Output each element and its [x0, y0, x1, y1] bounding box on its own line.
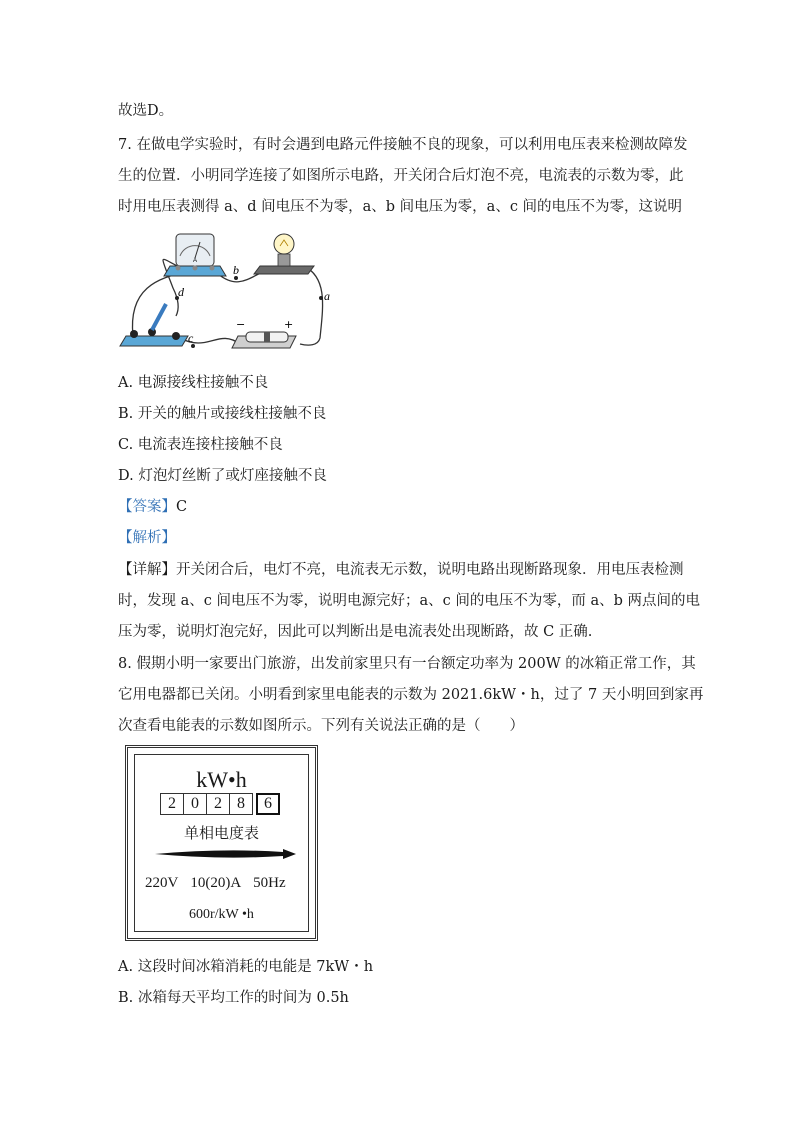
meter-digits [161, 793, 280, 815]
meter-constant: 600r/kW •h [189, 907, 254, 922]
battery-plus: + [284, 318, 294, 331]
q7-option-b: B. 开关的触片或接线柱接触不良 [118, 406, 327, 422]
q7-option-a: A. 电源接线柱接触不良 [118, 375, 269, 391]
energy-meter-figure [125, 745, 318, 941]
q7-text-line-3: 时用电压表测得 a、d 间电压不为零，a、b 间电压为零，a、c 间的电压不为零，这说明 [118, 199, 683, 215]
detail-text-1: 开关闭合后，电灯不亮，电流表无示数，说明电路出现断路现象．用电压表检测 [176, 562, 684, 578]
meter-decimal-digit: 6 [256, 793, 280, 815]
energy-meter-face [134, 754, 309, 932]
answer-value: C [176, 499, 188, 515]
meter-digit: 2 [160, 793, 184, 815]
meter-digit: 2 [206, 793, 230, 815]
bulb-icon [254, 234, 314, 274]
meter-unit: kW•h [196, 767, 247, 792]
q7-option-c: C. 电流表连接柱接触不良 [118, 437, 283, 453]
label-b: b [233, 263, 239, 277]
meter-specs [145, 875, 298, 892]
meter-name: 单相电度表 [183, 824, 259, 842]
detail-line-3: 压为零，说明灯泡完好，因此可以判断出是电流表处出现断路，故 C 正确. [118, 624, 593, 640]
label-a: a [324, 289, 330, 303]
answer-label: 【答案】 [118, 499, 176, 515]
meter-voltage: 220V [145, 875, 179, 891]
meter-digit: 8 [229, 793, 253, 815]
q7-text-line-1: 7. 在做电学实验时，有时会遇到电路元件接触不良的现象，可以利用电压表来检测故障发 [118, 137, 688, 153]
detail-line-1 [118, 560, 684, 580]
q8-text-line-2: 它用电器都已关闭。小明看到家里电能表的示数为 2021.6kW・h，过了 7 天小明回到家再 [118, 687, 704, 703]
meter-current: 10(20)A [190, 875, 242, 891]
answer-line [118, 497, 187, 517]
q8-text-line-1: 8. 假期小明一家要出门旅游，出发前家里只有一台额定功率为 200W 的冰箱正常工作，其 [118, 656, 696, 672]
q8-option-a: A. 这段时间冰箱消耗的电能是 7kW・h [118, 959, 374, 975]
label-d: d [178, 285, 184, 299]
ammeter-letter: A [193, 258, 198, 264]
meter-digit: 0 [183, 793, 207, 815]
meter-frequency: 50Hz [253, 875, 286, 891]
detail-label: 【详解】 [118, 562, 176, 578]
battery-icon [232, 318, 296, 348]
q7-text-line-2: 生的位置．小明同学连接了如图所示电路，开关闭合后灯泡不亮，电流表的示数为零，此 [118, 168, 684, 184]
q8-text-line-3: 次查看电能表的示数如图所示。下列有关说法正确的是（ ） [118, 718, 524, 734]
detail-line-2: 时，发现 a、c 间电压不为零，说明电源完好；a、c 间的电压不为零，而 a、b 两点间的电 [118, 593, 701, 609]
q8-option-b: B. 冰箱每天平均工作的时间为 0.5h [118, 990, 349, 1006]
circuit-diagram [118, 228, 333, 358]
analysis-label: 【解析】 [118, 530, 176, 546]
battery-minus: − [236, 318, 246, 331]
previous-answer: 故选D。 [118, 103, 174, 119]
arrow-icon [153, 847, 298, 861]
label-c: c [188, 331, 194, 345]
ammeter-icon [164, 234, 226, 276]
q7-option-d: D. 灯泡灯丝断了或灯座接触不良 [118, 468, 327, 484]
